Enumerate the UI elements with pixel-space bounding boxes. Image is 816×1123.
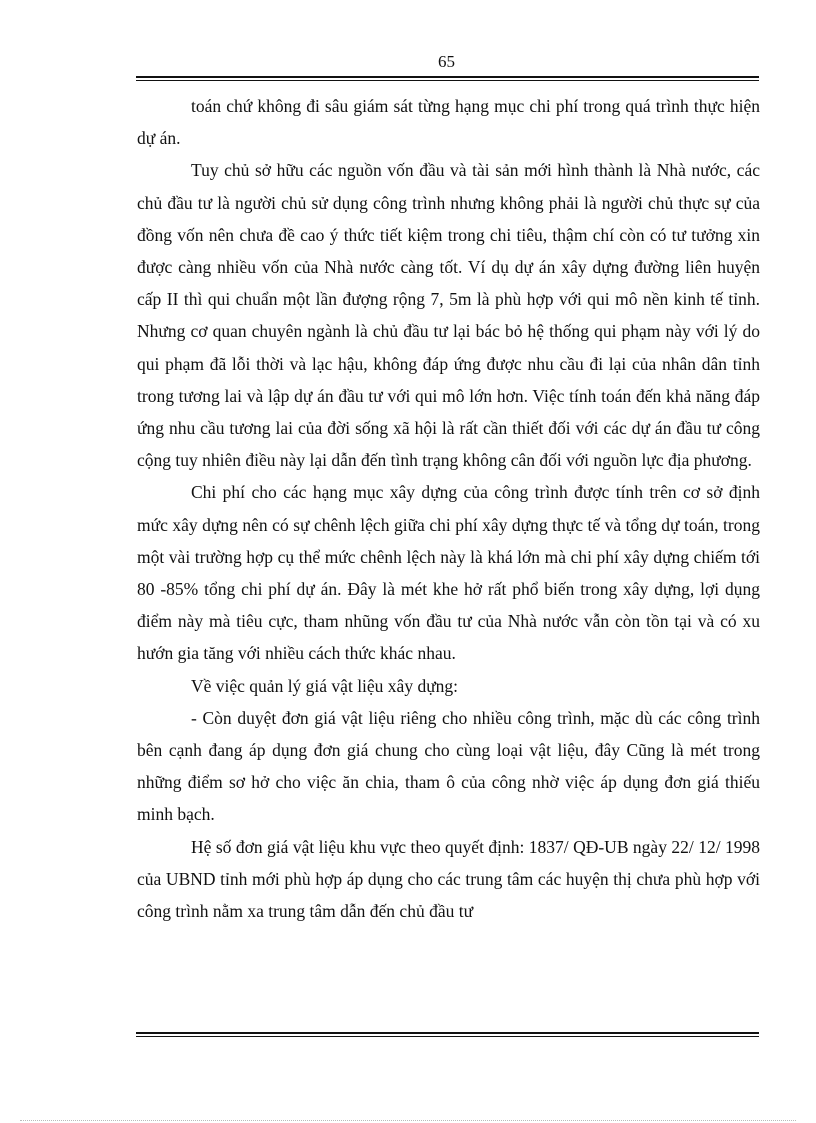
page-number: 65 (438, 52, 455, 71)
paragraph-5: - Còn duyệt đơn giá vật liệu riêng cho nhiều công trình, mặc dù các công trình bên cạnh đang áp dụng đơn giá chung cho cùng loại vật liệu, đây Cũng là mét trong những điểm sơ hở cho việc ăn chia, tham ô của công nhờ việc áp dụng đơn giá thiếu minh bạch. (137, 707, 760, 825)
paragraph-1: toán chứ không đi sâu giám sát từng hạng mục chi phí trong quá trình thực hiện dự án. (137, 96, 760, 149)
footer-double-rule (136, 1032, 759, 1037)
paragraph-6: Hệ số đơn giá vật liệu khu vực theo quyết định: 1837/ QĐ-UB ngày 22/ 12/ 1998 của UBND tỉnh mới phù hợp áp dụng cho các trung tâm các huyện thị chưa phù hợp với công trình nằm xa trung tâm dẫn đến chủ đầu tư (137, 836, 760, 922)
paragraph-4: Về việc quản lý giá vật liệu xây dựng: (191, 675, 459, 696)
paragraph-3: Chi phí cho các hạng mục xây dựng của công trình được tính trên cơ sở định mức xây dựng nên có sự chênh lệch giữa chi phí xây dựng thực tế và tổng dự toán, trong một vài trường hợp cụ thể mức chênh lệch này là khá lớn mà chi phí xây dựng chiếm tới 80 -85% tổng chi phí dự án. Đây là mét khe hở rất phổ biến trong xây dựng, lợi dụng điểm này mà tiêu cực, tham nhũng vốn đầu tư của Nhà nước vẫn còn tồn tại và có xu hướn gia tăng với nhiều cách thức khác nhau. (137, 482, 760, 664)
header-double-rule (136, 76, 759, 81)
document-body (137, 90, 760, 927)
page-border-dots (20, 1120, 796, 1121)
paragraph-2: Tuy chủ sở hữu các nguồn vốn đầu và tài sản mới hình thành là Nhà nước, các chủ đầu tư là người chủ sử dụng công trình nhưng không phải là người chủ thực sự của đồng vốn nên chưa đề cao ý thức tiết kiệm trong chi tiêu, thậm chí còn có tư tưởng xin được càng nhiều vốn của Nhà nước càng tốt. Ví dụ dự án xây dựng đường liên huyện cấp II thì qui chuẩn một lần đượng rộng 7, 5m là phù hợp với qui mô nền kinh tế tỉnh. Nhưng cơ quan chuyên ngành là chủ đầu tư lại bác bỏ hệ thống qui phạm này với lý do qui phạm đã lỗi thời và lạc hậu, không đáp ứng được nhu cầu đi lại của nhân dân tỉnh trong tương lai và lập dự án đầu tư với qui mô lớn hơn. Việc tính toán đến khả năng đáp ứng nhu cầu tương lai của đời sống xã hội là rất cần thiết đối với các dự án đầu tư công cộng tuy nhiên điều này lại dẫn đến tình trạng không cân đối với nguồn lực địa phương. (137, 160, 760, 471)
